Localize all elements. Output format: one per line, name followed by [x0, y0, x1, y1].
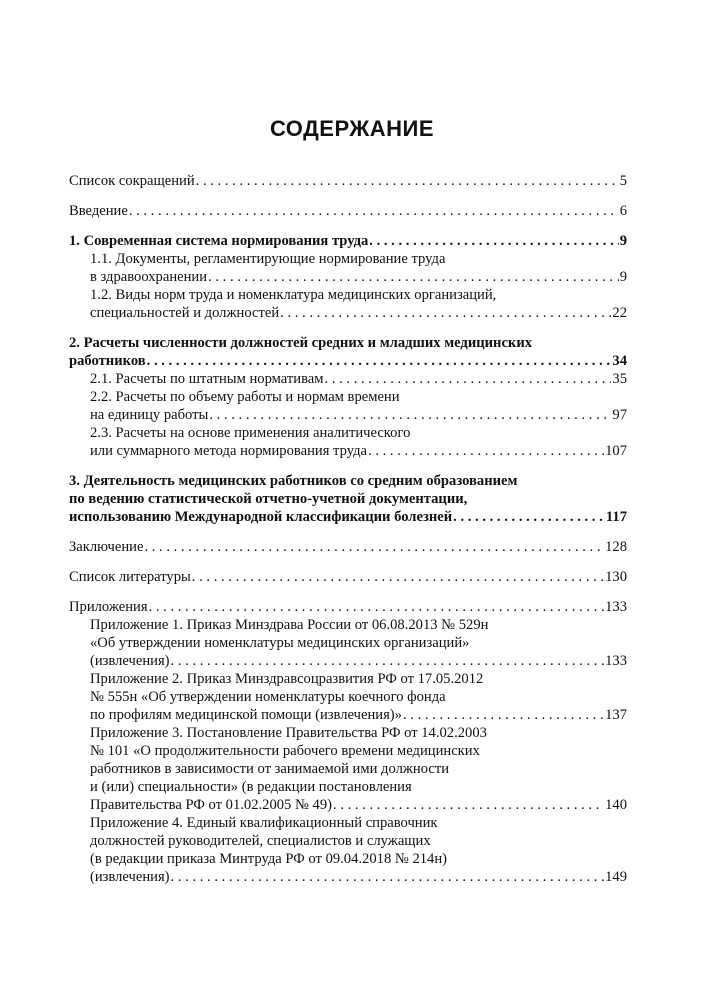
dot-leader — [144, 538, 604, 556]
dot-leader — [171, 652, 605, 670]
toc-entry — [69, 424, 627, 460]
toc-entry — [69, 250, 627, 286]
toc-page-number: 130 — [605, 569, 627, 585]
toc-entry-text: Приложение 4. Единый квалификационный справочник — [90, 815, 438, 831]
toc-entry-text: на единицу работы — [90, 407, 209, 423]
toc-entry-text: в здравоохранении — [90, 269, 208, 285]
dot-leader — [208, 268, 619, 286]
toc-page-number: 140 — [605, 797, 627, 813]
toc-entry — [69, 538, 627, 556]
toc-page-number: 97 — [612, 407, 627, 423]
toc-page-number: 34 — [612, 353, 627, 369]
toc-entry-text: Список литературы — [69, 569, 191, 585]
dot-leader — [171, 868, 605, 886]
toc-entry-text: Приложения — [69, 599, 148, 615]
toc-entry-text: Введение — [69, 203, 128, 219]
toc-entry — [69, 598, 627, 616]
toc-entry-text: 2.2. Расчеты по объему работы и нормам времени — [90, 389, 400, 405]
toc-entry — [69, 814, 627, 886]
toc-entry-text: 2.3. Расчеты на основе применения аналитического — [90, 425, 411, 441]
dot-leader — [333, 796, 604, 814]
toc-entry-text: Правительства РФ от 01.02.2005 № 49) — [90, 797, 333, 813]
toc-entry-text: 1.2. Виды норм труда и номенклатура медицинских организаций, — [90, 287, 497, 303]
toc-entry — [69, 334, 627, 370]
toc-entry-text: 1. Современная система нормирования труда — [69, 233, 369, 249]
toc-entry-text: Приложение 3. Постановление Правительства РФ от 14.02.2003 — [90, 725, 487, 741]
toc-entry — [69, 616, 627, 670]
toc-entry-text: № 555н «Об утверждении номенклатуры коечного фонда — [90, 689, 446, 705]
toc-entry — [69, 202, 627, 220]
dot-leader — [403, 706, 604, 724]
toc-entry — [69, 232, 627, 250]
toc-page-number: 137 — [605, 707, 627, 723]
dot-leader — [453, 508, 605, 526]
toc-entry-text: работников в зависимости от занимаемой ими должности — [90, 761, 450, 777]
toc-entry-text: по профилям медицинской помощи (извлечения)» — [90, 707, 402, 723]
page-title: СОДЕРЖАНИЕ — [269, 116, 435, 141]
dot-leader — [209, 406, 611, 424]
toc-page-number: 9 — [619, 269, 627, 285]
toc-page-number: 128 — [605, 539, 627, 555]
toc-entry-text: или суммарного метода нормирования труда — [90, 443, 368, 459]
toc-entry-text: и (или) специальности» (в редакции постановления — [90, 779, 412, 795]
toc-entry-text: 2.1. Расчеты по штатным нормативам — [90, 371, 324, 387]
dot-leader — [147, 352, 612, 370]
toc-entry-text: по ведению статистической отчетно-учетной документации, — [69, 491, 468, 507]
toc-entry-text: (в редакции приказа Минтруда РФ от 09.04.2018 № 214н) — [90, 851, 448, 867]
toc-entry-text: использованию Международной классификации болезней — [69, 509, 453, 525]
toc-page-number: 9 — [619, 233, 627, 249]
toc-entry — [69, 724, 627, 814]
toc-page-number: 107 — [605, 443, 627, 459]
toc-entry — [69, 388, 627, 424]
toc-entry-text: Заключение — [69, 539, 144, 555]
dot-leader — [129, 202, 619, 220]
toc-entry-text: Приложение 2. Приказ Минздравсоцразвития РФ от 17.05.2012 — [90, 671, 484, 687]
dot-leader — [368, 442, 604, 460]
toc-page-number: 22 — [612, 305, 627, 321]
toc-entry-text: Приложение 1. Приказ Минздрава России от 06.08.2013 № 529н — [90, 617, 489, 633]
dot-leader — [192, 568, 604, 586]
toc-page-number: 5 — [619, 173, 627, 189]
toc-page-number: 133 — [605, 653, 627, 669]
toc-entry-text: (извлечения) — [90, 869, 170, 885]
toc-entry-text: специальностей и должностей — [90, 305, 280, 321]
toc-entry-text: 2. Расчеты численности должностей средних и младших медицинских — [69, 335, 533, 351]
toc-entry — [69, 568, 627, 586]
toc-entry-text: Список сокращений — [69, 173, 195, 189]
toc-page-number: 149 — [605, 869, 627, 885]
toc-entry-text: работников — [69, 353, 146, 369]
dot-leader — [280, 304, 611, 322]
toc-page-number: 35 — [612, 371, 627, 387]
dot-leader — [196, 172, 619, 190]
dot-leader — [149, 598, 605, 616]
toc-entry — [69, 370, 627, 388]
toc-page-number: 117 — [605, 509, 627, 525]
toc-page-number: 6 — [619, 203, 627, 219]
toc-entry-text: (извлечения) — [90, 653, 170, 669]
toc-entry-text: № 101 «О продолжительности рабочего времени медицинских — [90, 743, 480, 759]
toc-page-number: 133 — [605, 599, 627, 615]
dot-leader — [325, 370, 612, 388]
toc-entry — [69, 172, 627, 190]
toc-entry-text: «Об утверждении номенклатуры медицинских организаций» — [90, 635, 470, 651]
dot-leader — [369, 232, 618, 250]
table-of-contents — [69, 172, 627, 886]
toc-entry-text: 1.1. Документы, регламентирующие нормирование труда — [90, 251, 446, 267]
toc-entry-text: 3. Деятельность медицинских работников со средним образованием — [69, 473, 518, 489]
toc-entry-text: должностей руководителей, специалистов и служащих — [90, 833, 431, 849]
toc-entry — [69, 472, 627, 526]
toc-entry — [69, 286, 627, 322]
toc-entry — [69, 670, 627, 724]
